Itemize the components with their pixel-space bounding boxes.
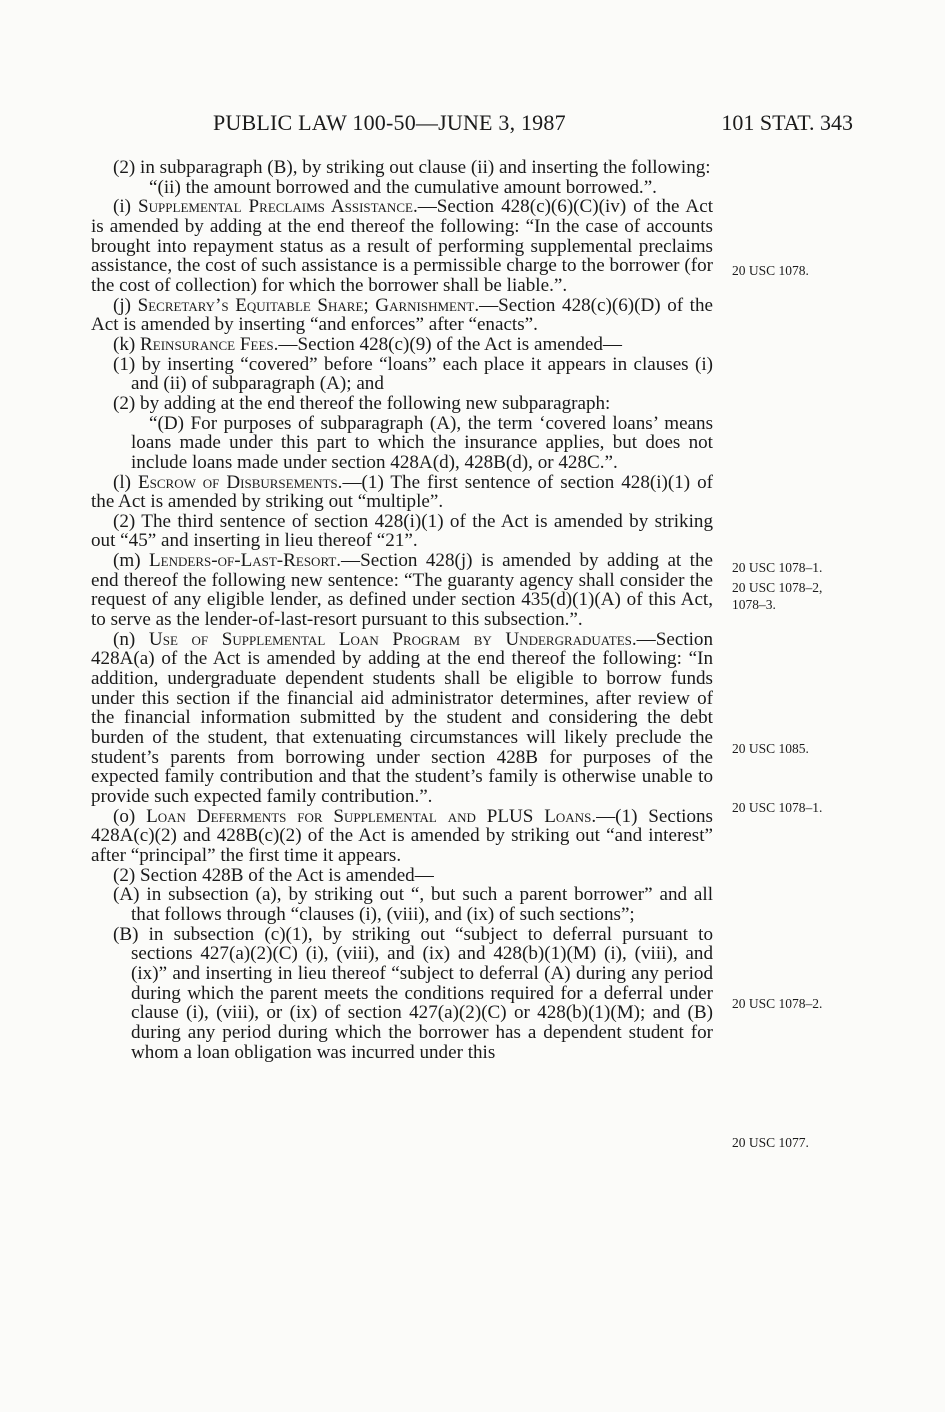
margin-note: 20 USC 1085. bbox=[732, 741, 809, 756]
paragraph-text: (l) bbox=[113, 471, 138, 493]
paragraph bbox=[91, 197, 713, 295]
section-heading: Use of Supplemental Loan Program by Undergraduates bbox=[148, 628, 632, 650]
paragraph-text: (j) bbox=[113, 294, 138, 316]
paragraph-text: (2) by adding at the end thereof the following new subparagraph: bbox=[113, 392, 611, 414]
paragraph-text: .—(1) The first sentence of section 428(i)(1) of the Act is amended by striking out “multiple”. bbox=[91, 471, 713, 513]
paragraph bbox=[91, 885, 713, 924]
section-heading: Lenders-of-Last-Resort bbox=[149, 550, 337, 572]
paragraph bbox=[91, 473, 713, 512]
paragraph-text: “(D) For purposes of subparagraph (A), the term ‘covered loans’ means loans made under this part to which the insurance applies, but does not include loans made under section 428A(d), 428B(d), or 428C.”. bbox=[131, 412, 713, 473]
paragraph-text: .—Section 428(c)(9) of the Act is amended— bbox=[273, 333, 622, 355]
page-header bbox=[213, 110, 853, 140]
paragraph-text: (2) The third sentence of section 428(i)(1) of the Act is amended by striking out “45” and inserting in lieu thereof “21”. bbox=[91, 510, 713, 552]
section-heading: Loan Deferments for Supplemental and PLUS Loans bbox=[146, 805, 592, 827]
statute-page-number: 101 STAT. 343 bbox=[721, 110, 853, 135]
paragraph-text: (n) bbox=[113, 628, 149, 650]
section-heading: Escrow of Disbursements bbox=[137, 471, 338, 493]
paragraph bbox=[91, 630, 713, 807]
paragraph-text: (k) bbox=[113, 333, 141, 355]
paragraph bbox=[91, 866, 713, 886]
paragraph bbox=[91, 158, 713, 178]
paragraph-text: (o) bbox=[113, 805, 147, 827]
paragraph-text: .—Section 428A(a) of the Act is amended by adding at the end thereof the following: “In addition, undergraduate dependent students shall be eligible to borrow funds under this section if the financial aid administrator determines, after review of the financial information submitted by the student and considering the debt burden of the student, that extenuating circumstances will likely preclude the student’s parents from borrowing under section 428B for purposes of the expected family contribution and that the student’s family is otherwise unable to provide such expected family contribution.”. bbox=[91, 628, 714, 807]
paragraph bbox=[91, 355, 713, 394]
paragraph bbox=[91, 178, 713, 198]
paragraph bbox=[91, 296, 713, 335]
paragraph bbox=[91, 807, 713, 866]
paragraph bbox=[91, 335, 713, 355]
paragraph bbox=[91, 394, 713, 414]
margin-note: 20 USC 1078–2, bbox=[732, 580, 823, 595]
paragraph-text: (B) in subsection (c)(1), by striking out “subject to deferral pursuant to sections 427(a)(2)(C) (i), (viii), and (ix) and 428(b)(1)(M) (i), (viii), and (ix)” and inserting in lieu thereof “subject to deferral (A) during any period during which the parent meets the conditions required for a deferral under clause (i), (viii), or (ix) of section 427(a)(2)(C) or 428(b)(1)(M); and (B) during any period during which the borrower has a dependent student for whom a loan obligation was incurred under this bbox=[113, 923, 713, 1063]
margin-note: 20 USC 1078. bbox=[732, 263, 809, 278]
paragraph-text: (m) bbox=[113, 550, 150, 572]
margin-note: 1078–3. bbox=[732, 597, 776, 612]
section-heading: Reinsurance Fees bbox=[140, 333, 274, 355]
margin-note: 20 USC 1078–2. bbox=[732, 996, 823, 1011]
paragraph-text: .—Section 428(j) is amended by adding at the end thereof the following new sentence: “The guaranty agency shall consider the request of any eligible lender, as defined under section 435(d)(1)(A) of this Act, to serve as the lender-of-last-resort pursuant to this subsection.”. bbox=[91, 550, 713, 631]
paragraph-text: .—(1) Sections 428A(c)(2) and 428B(c)(2) of the Act is amended by striking out “and interest” after “principal” the first time it appears. bbox=[91, 805, 713, 866]
margin-note: 20 USC 1078–1. bbox=[732, 560, 823, 575]
paragraph bbox=[91, 925, 713, 1063]
paragraph bbox=[91, 414, 713, 473]
paragraph-text: (i) bbox=[113, 196, 139, 218]
paragraph-text: (A) in subsection (a), by striking out “, but such a parent borrower” and all that follows through “clauses (i), (viii), and (ix) of such sections”; bbox=[113, 884, 713, 925]
paragraph-text: .—Section 428(c)(6)(D) of the Act is amended by inserting “and enforces” after “enacts”. bbox=[91, 294, 713, 336]
paragraph bbox=[91, 512, 713, 551]
paragraph-text: .—Section 428(c)(6)(C)(iv) of the Act is amended by adding at the end thereof the following: “In the case of accounts brought into repayment status as a result of performing supplemental preclaims assistance, the cost of such assistance is a permissible charge to the borrower (for the cost of collection) for which the borrower shall be liable.”. bbox=[91, 196, 713, 296]
section-heading: Supplemental Preclaims Assistance bbox=[138, 196, 413, 218]
paragraph-text: “(ii) the amount borrowed and the cumulative amount borrowed.”. bbox=[149, 176, 657, 198]
paragraph-text: (2) in subparagraph (B), by striking out clause (ii) and inserting the following: bbox=[113, 157, 711, 178]
running-title: PUBLIC LAW 100-50—JUNE 3, 1987 bbox=[213, 110, 566, 135]
paragraph-text: (2) Section 428B of the Act is amended— bbox=[113, 864, 434, 886]
statute-body bbox=[91, 158, 713, 1062]
paragraph-text: (1) by inserting “covered” before “loans” each place it appears in clauses (i) and (ii) of subparagraph (A); and bbox=[113, 353, 713, 395]
margin-note: 20 USC 1078–1. bbox=[732, 800, 823, 815]
paragraph bbox=[91, 551, 713, 630]
section-heading: Secretary’s Equitable Share; Garnishment bbox=[137, 294, 475, 316]
margin-note: 20 USC 1077. bbox=[732, 1135, 809, 1150]
